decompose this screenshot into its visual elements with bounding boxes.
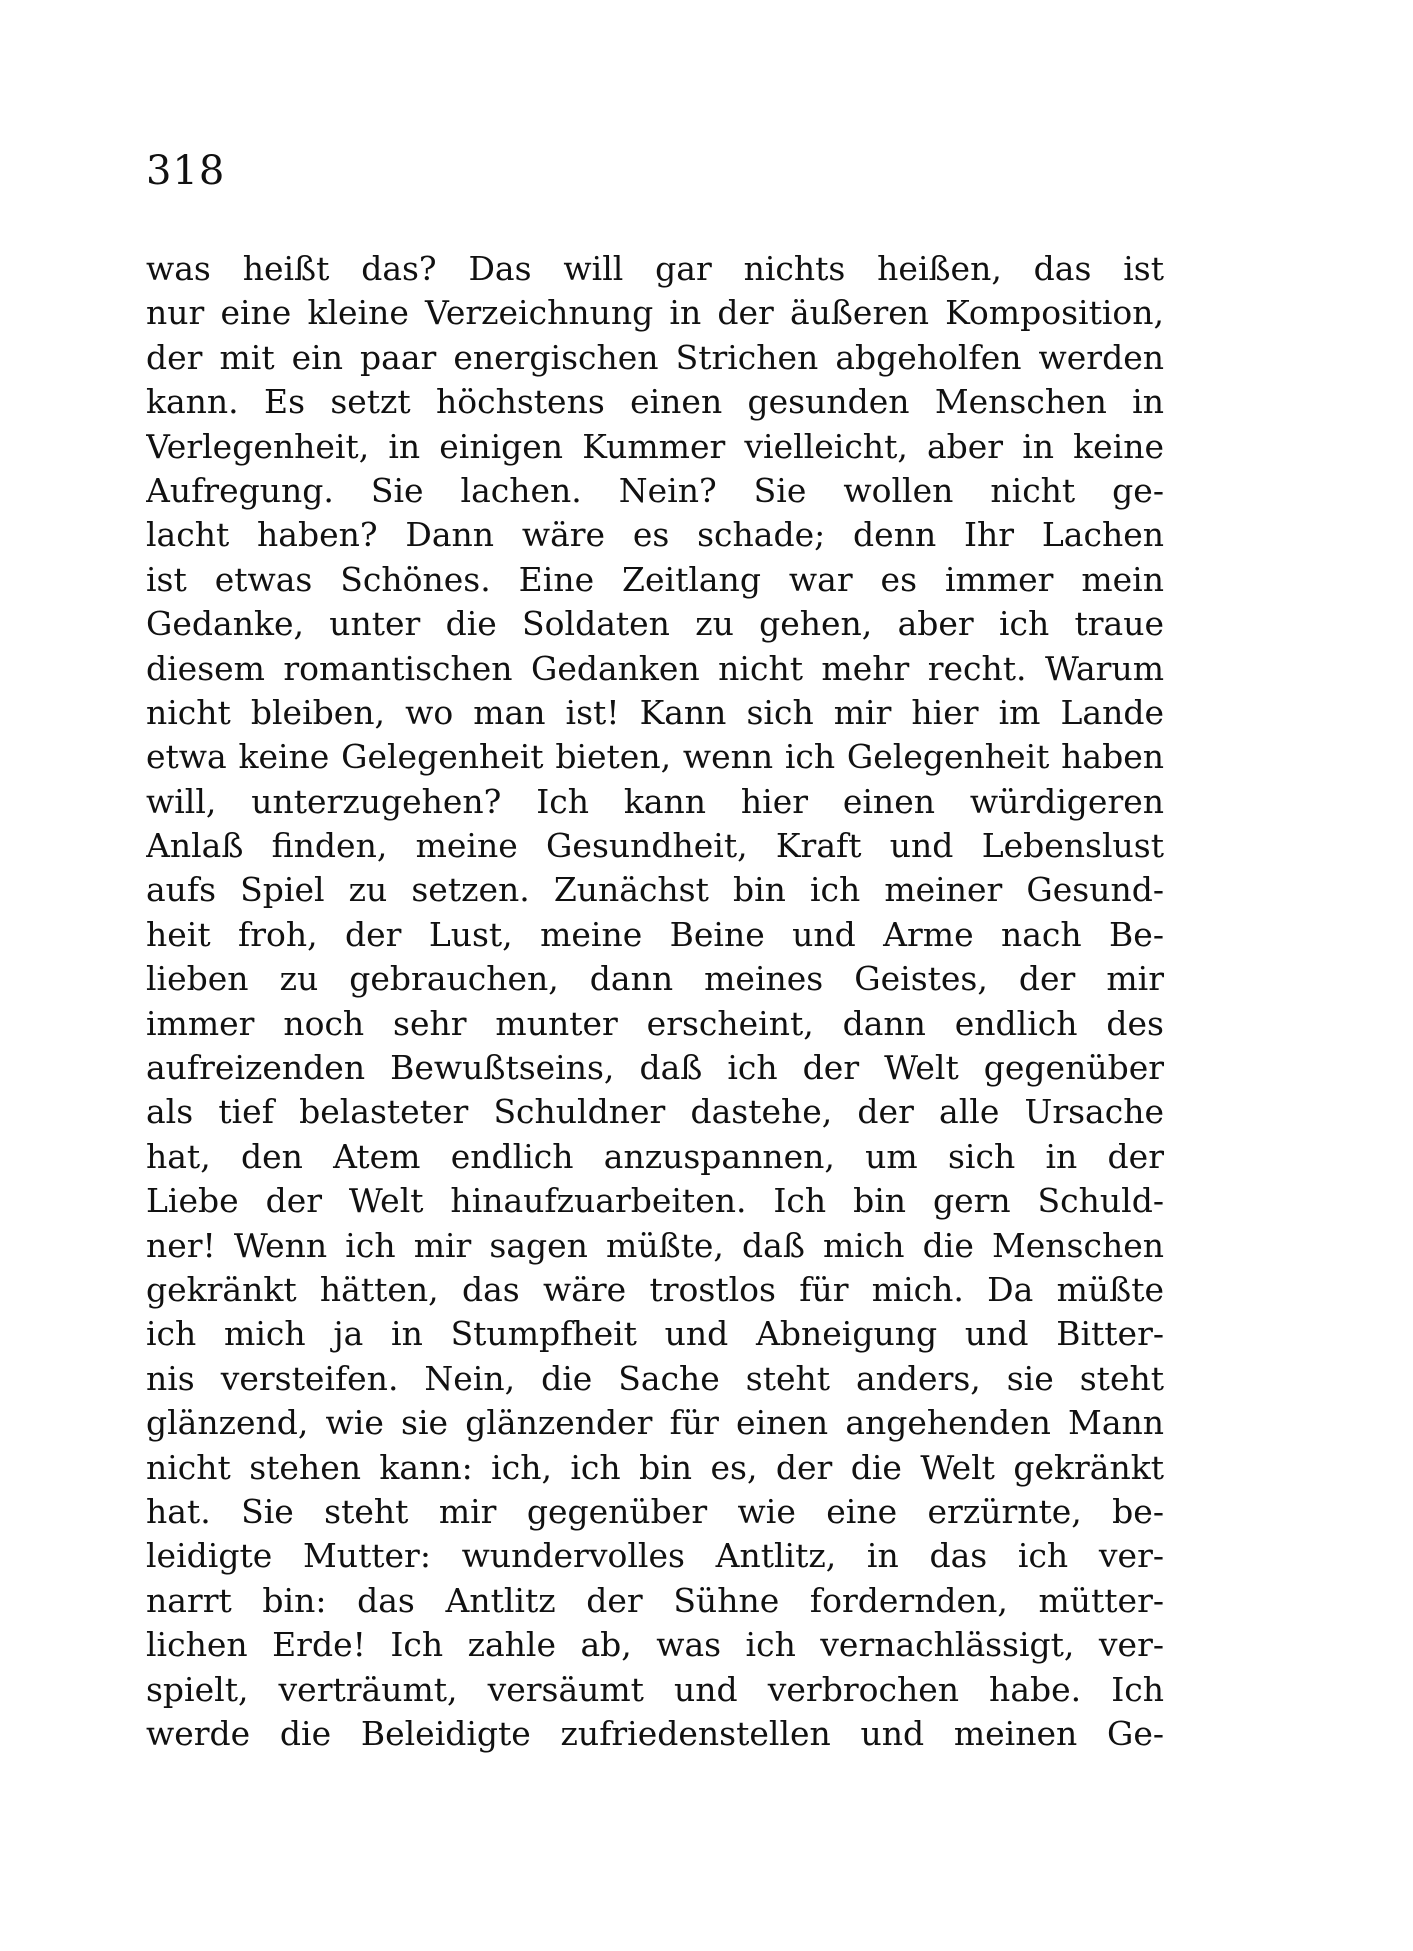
body-text: [146, 247, 1164, 1756]
text-line: der mit ein paar energischen Strichen abgeholfen werden: [146, 337, 1164, 377]
text-line: nis versteifen. Nein, die Sache steht anders, sie steht: [146, 1358, 1164, 1398]
text-line: Liebe der Welt hinaufzuarbeiten. Ich bin gern Schuld-: [146, 1181, 1164, 1221]
text-line: narrt bin: das Antlitz der Sühne fordernden, mütter-: [146, 1580, 1164, 1620]
text-line: kann. Es setzt höchstens einen gesunden Menschen in: [146, 382, 1164, 422]
text-line: ich mich ja in Stumpfheit und Abneigung und Bitter-: [146, 1314, 1164, 1354]
text-line: diesem romantischen Gedanken nicht mehr recht. Warum: [146, 648, 1164, 688]
text-line: etwa keine Gelegenheit bieten, wenn ich Gelegenheit haben: [146, 737, 1164, 777]
text-line: heit froh, der Lust, meine Beine und Arme nach Be-: [146, 914, 1164, 954]
text-line: gekränkt hätten, das wäre trostlos für mich. Da müßte: [146, 1269, 1164, 1309]
text-line: nicht stehen kann: ich, ich bin es, der die Welt gekränkt: [146, 1447, 1164, 1487]
text-line: ist etwas Schönes. Eine Zeitlang war es immer mein: [146, 559, 1164, 599]
text-line: lichen Erde! Ich zahle ab, was ich vernachlässigt, ver-: [146, 1625, 1164, 1665]
text-line: leidigte Mutter: wundervolles Antlitz, in das ich ver-: [146, 1536, 1164, 1576]
text-line: immer noch sehr munter erscheint, dann endlich des: [146, 1003, 1164, 1043]
text-line: Gedanke, unter die Soldaten zu gehen, aber ich traue: [146, 604, 1164, 644]
text-line: nur eine kleine Verzeichnung in der äußeren Komposition,: [146, 293, 1164, 333]
text-line: spielt, verträumt, versäumt und verbrochen habe. Ich: [146, 1669, 1164, 1709]
text-line: Anlaß finden, meine Gesundheit, Kraft und Lebenslust: [146, 826, 1164, 866]
text-line: nicht bleiben, wo man ist! Kann sich mir hier im Lande: [146, 692, 1164, 732]
text-line: werde die Beleidigte zufriedenstellen und meinen Ge-: [146, 1713, 1164, 1753]
text-line: glänzend, wie sie glänzender für einen angehenden Mann: [146, 1403, 1164, 1443]
text-line: was heißt das? Das will gar nichts heißen, das ist: [146, 249, 1164, 288]
text-line: aufs Spiel zu setzen. Zunächst bin ich meiner Gesund-: [146, 870, 1164, 910]
text-line: als tief belasteter Schuldner dastehe, der alle Ursache: [146, 1092, 1164, 1132]
text-line: ner! Wenn ich mir sagen müßte, daß mich die Menschen: [146, 1225, 1164, 1265]
text-line: Aufregung. Sie lachen. Nein? Sie wollen nicht ge-: [146, 470, 1164, 510]
text-line: will, unterzugehen? Ich kann hier einen würdigeren: [146, 781, 1164, 821]
text-line: hat. Sie steht mir gegenüber wie eine erzürnte, be-: [146, 1491, 1164, 1531]
text-line: lieben zu gebrauchen, dann meines Geistes, der mir: [146, 959, 1164, 999]
text-line: lacht haben? Dann wäre es schade; denn Ihr Lachen: [146, 515, 1164, 555]
page-number: 318: [146, 148, 226, 194]
text-line: hat, den Atem endlich anzuspannen, um sich in der: [146, 1136, 1164, 1176]
text-line: aufreizenden Bewußtseins, daß ich der Welt gegenüber: [146, 1048, 1164, 1088]
text-line: Verlegenheit, in einigen Kummer vielleicht, aber in keine: [146, 426, 1164, 466]
